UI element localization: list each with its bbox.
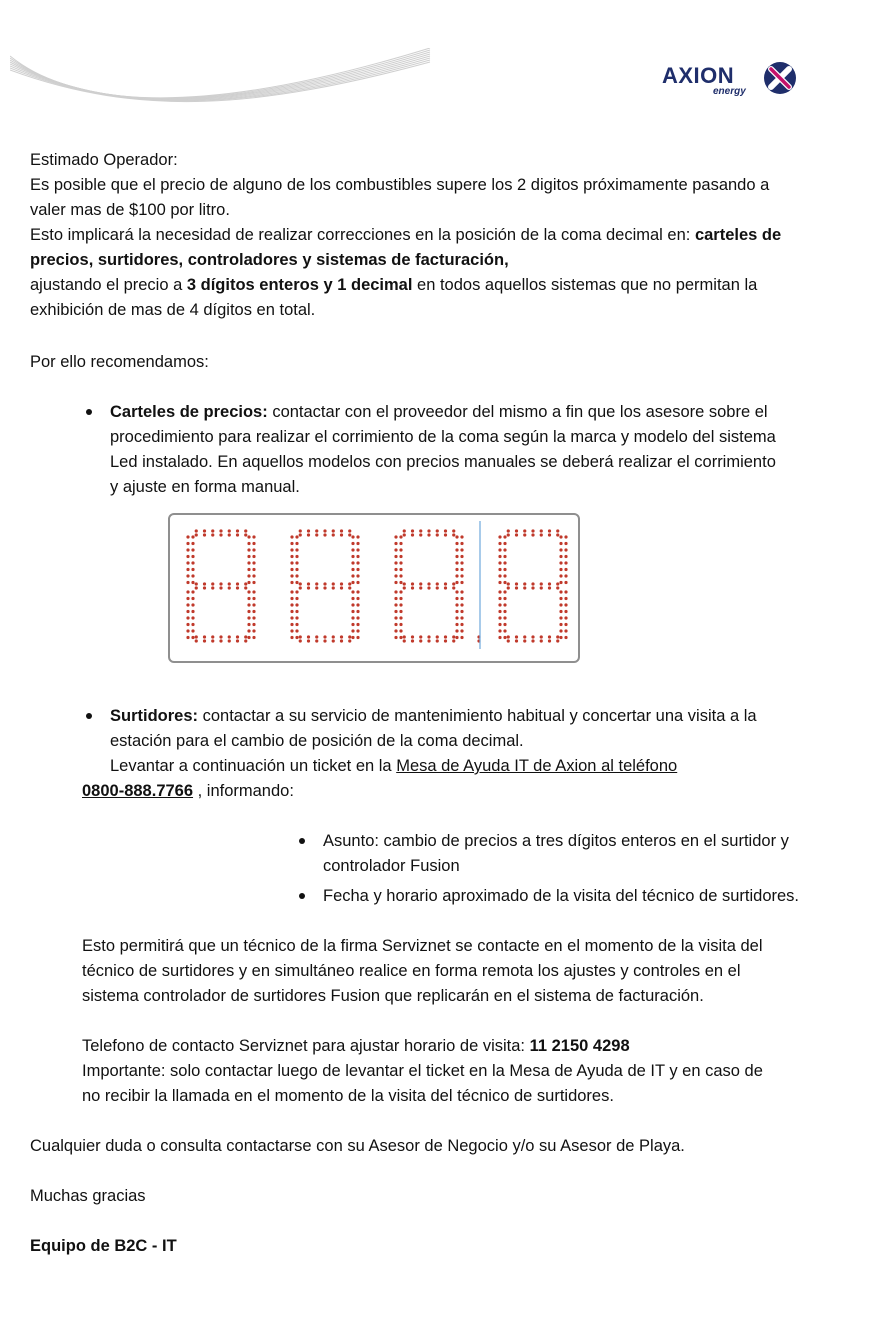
led-digits-graphic: [170, 515, 578, 661]
closing-thanks: [30, 1184, 146, 1209]
bullet-icon: [299, 838, 305, 844]
signature-line: [30, 1234, 177, 1259]
serviznet-line: Esto permitirá que un técnico de la firma Serviznet se contacte en el momento de la visita del: [82, 937, 763, 955]
sub-bullet-item: [323, 829, 863, 879]
contact-line: Importante: solo contactar luego de levantar el ticket en la Mesa de Ayuda de IT y en caso de: [82, 1062, 763, 1080]
logo-wordmark: AXION: [662, 63, 735, 88]
greeting: Estimado Operador:: [30, 151, 178, 169]
serviznet-line: sistema controlador de surtidores Fusion que replicarán en el sistema de facturación.: [82, 987, 704, 1005]
bullet-icon: [299, 893, 305, 899]
recommend-intro: [30, 350, 209, 375]
logo-tagline: energy: [713, 86, 746, 97]
surtidores-ticket: [110, 754, 870, 779]
carteles-item: [110, 400, 870, 500]
intro-line: exhibición de mas de 4 dígitos en total.: [30, 301, 316, 319]
ticket-text: Levantar a continuación un ticket en la: [110, 757, 397, 775]
surtidores-phone-line: [82, 779, 862, 804]
signature-text: Equipo de B2C - IT: [30, 1237, 177, 1255]
contact-paragraph: [82, 1034, 872, 1109]
letter-header: [0, 0, 879, 120]
helpdesk-link[interactable]: Mesa de Ayuda IT de Axion al teléfono: [396, 757, 678, 775]
intro-line: ajustando el precio a 3 dígitos enteros y 1 decimal en todos aquellos sistemas que no permitan la: [30, 276, 758, 294]
sub-bullet-line: Asunto: cambio de precios a tres dígitos enteros en el surtidor y: [323, 832, 789, 850]
intro-block: [30, 148, 870, 323]
sub-bullet-line: Fecha y horario aproximado de la visita del técnico de surtidores.: [323, 887, 799, 905]
serviznet-paragraph: [82, 934, 872, 1009]
contact-line: no recibir la llamada en el momento de la visita del técnico de surtidores.: [82, 1087, 614, 1105]
recommend-intro-text: Por ello recomendamos:: [30, 353, 209, 371]
sub-bullet-line: controlador Fusion: [323, 857, 460, 875]
axion-logo: [662, 58, 812, 108]
questions-text: Cualquier duda o consulta contactarse con su Asesor de Negocio y/o su Asesor de Playa.: [30, 1137, 685, 1155]
intro-line-bold: precios, surtidores, controladores y sistemas de facturación,: [30, 251, 509, 269]
ticket-line: [110, 754, 870, 779]
signature: [30, 1234, 177, 1259]
bullet-icon: [86, 713, 92, 719]
surtidores-line: estación para el cambio de posición de la coma decimal.: [110, 732, 524, 750]
closing-questions: [30, 1134, 870, 1159]
bullet-icon: [86, 409, 92, 415]
phone-line: [82, 779, 862, 804]
surtidores-line: Surtidores: contactar a su servicio de mantenimiento habitual y concertar una visita a la: [110, 707, 757, 725]
intro-line: Es posible que el precio de alguno de los combustibles supere los 2 digitos próximamente pasando a: [30, 176, 770, 194]
led-price-display: [168, 513, 580, 663]
serviznet-phone: 11 2150 4298: [529, 1037, 630, 1055]
carteles-line: Carteles de precios: contactar con el proveedor del mismo a fin que los asesore sobre el: [110, 403, 768, 421]
surtidores-item: [110, 704, 870, 754]
carteles-line: Led instalado. En aquellos modelos con precios manuales se deberá realizar el corrimiento: [110, 453, 776, 471]
serviznet-line: técnico de surtidores y en simultáneo realice en forma remota los ajustes y controles en el: [82, 962, 741, 980]
carteles-line: procedimiento para realizar el corrimiento de la coma según la marca y modelo del sistema: [110, 428, 776, 446]
contact-line: Telefono de contacto Serviznet para ajustar horario de visita: 11 2150 4298: [82, 1037, 630, 1055]
sub-bullet-item: [323, 884, 863, 909]
intro-line: Esto implicará la necesidad de realizar correcciones en la posición de la coma decimal en: carteles de: [30, 226, 782, 244]
carteles-line: y ajuste en forma manual.: [110, 478, 300, 496]
decorative-waves: [10, 48, 440, 128]
helpdesk-phone-link[interactable]: 0800-888.7766: [82, 782, 194, 800]
phone-line-rest: , informando:: [193, 782, 294, 800]
intro-line: valer mas de $100 por litro.: [30, 201, 230, 219]
thanks-text: Muchas gracias: [30, 1187, 146, 1205]
axion-x-mark-icon: [762, 60, 798, 96]
